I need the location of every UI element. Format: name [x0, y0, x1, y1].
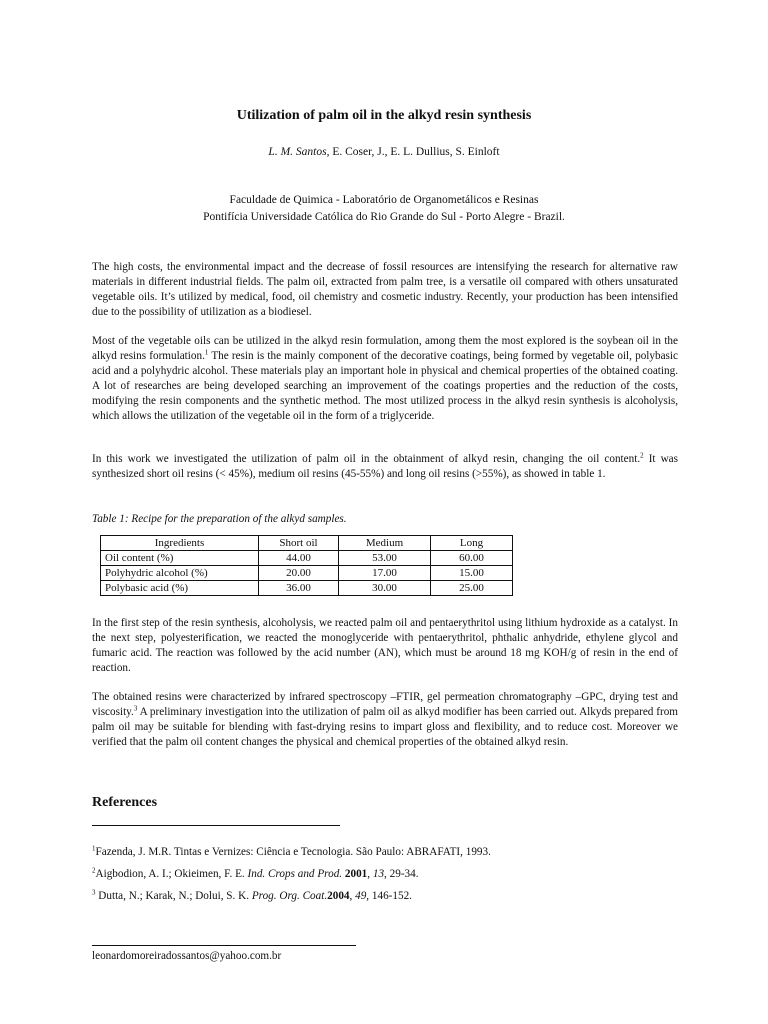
- paragraph-2-part-a: Most of the vegetable oils can be utilized in the alkyd resin formulation, among them the most explored is the soybean oil in the alkyd resins formulation.: [92, 335, 678, 362]
- table-cell: 15.00: [431, 566, 513, 581]
- reference-2: [92, 867, 419, 882]
- table-cell: Polyhydric alcohol (%): [101, 566, 259, 581]
- table-header: Medium: [339, 536, 431, 551]
- reference-number: 3: [92, 888, 96, 897]
- reference-journal: Ind. Crops and Prod.: [247, 868, 343, 880]
- paragraph-3: [92, 452, 678, 482]
- paragraph-5-part-b: A preliminary investigation into the utilization of palm oil as alkyd modifier has been carried out. Alkyds prepared from palm oil may be suitable for blending with fast-drying resins to impart gloss and flexibility, and to reduce cost. Moreover we verified that the palm oil content changes the physical and chemical properties of the obtained alkyd resin.: [92, 706, 678, 748]
- table-cell: 17.00: [339, 566, 431, 581]
- citation-1: 1: [204, 348, 209, 357]
- table-cell: Oil content (%): [101, 551, 259, 566]
- paragraph-2: [92, 334, 678, 424]
- references-heading: References: [92, 795, 158, 810]
- affiliation: [0, 192, 768, 226]
- table-cell: 36.00: [259, 581, 339, 596]
- reference-separator: ,: [349, 890, 356, 902]
- table-row: [101, 551, 513, 566]
- reference-text: Fazenda, J. M.R. Tintas e Vernizes: Ciência e Tecnologia. São Paulo: ABRAFATI, 1993.: [95, 846, 491, 858]
- reference-year: 2001: [342, 868, 368, 880]
- reference-number: 2: [92, 866, 96, 875]
- table-cell: 60.00: [431, 551, 513, 566]
- table-cell: Polybasic acid (%): [101, 581, 259, 596]
- reference-3: [92, 889, 412, 904]
- table-header: Short oil: [259, 536, 339, 551]
- citation-3: 3: [133, 704, 138, 713]
- table-row: [101, 581, 513, 596]
- citation-2: 2: [640, 451, 644, 460]
- first-author: L. M. Santos: [268, 146, 327, 158]
- reference-volume: 49: [355, 890, 367, 902]
- reference-authors: Aigbodion, A. I.; Okieimen, F. E.: [95, 868, 248, 880]
- reference-journal: Prog. Org. Coat.: [251, 890, 328, 902]
- paragraph-5: [92, 690, 678, 750]
- paragraph-3-part-b: It was synthesized short oil resins (< 45%), medium oil resins (45-55%) and long oil resins (>55%), as showed in table 1.: [92, 453, 679, 480]
- footnote-rule: [92, 945, 356, 946]
- reference-pages: , 146-152.: [366, 890, 412, 902]
- table-header: Ingredients: [101, 536, 259, 551]
- coauthors: , E. Coser, J., E. L. Dullius, S. Einloft: [326, 146, 500, 158]
- reference-number: 1: [92, 844, 96, 853]
- affiliation-line-1: Faculdade de Quimica - Laboratório de Organometálicos e Resinas: [229, 194, 539, 206]
- paragraph-5-part-a: The obtained resins were characterized by infrared spectroscopy –FTIR, gel permeation chromatography –GPC, drying test and viscosity.: [92, 691, 678, 718]
- reference-separator: ,: [367, 868, 373, 880]
- reference-authors: Dutta, N.; Karak, N.; Dolui, S. K.: [95, 890, 252, 902]
- contact-email[interactable]: leonardomoreiradossantos@yahoo.com.br: [92, 950, 282, 962]
- reference-pages: , 29-34.: [384, 868, 419, 880]
- references-rule: [92, 825, 340, 826]
- recipe-table: [100, 535, 513, 596]
- paragraph-1: The high costs, the environmental impact and the decrease of fossil resources are intensifying the research for alternative raw materials in different industrial fields. The palm oil, extracted from palm tree, is a versatile oil compared with others unsaturated vegetable oils. It’s utilized by medical, food, oil chemistry and cosmetic industry. Recently, your production has been intensified due to the possibility of utilization as a biodiesel.: [92, 261, 678, 318]
- table-header: Long: [431, 536, 513, 551]
- table-caption: Table 1: Recipe for the preparation of the alkyd samples.: [92, 513, 347, 525]
- table-cell: 20.00: [259, 566, 339, 581]
- table-cell: 25.00: [431, 581, 513, 596]
- table-cell: 44.00: [259, 551, 339, 566]
- paragraph-3-part-a: In this work we investigated the utilization of palm oil in the obtainment of alkyd resin, changing the oil content.: [92, 453, 641, 465]
- table-cell: 30.00: [339, 581, 431, 596]
- table-row: [101, 566, 513, 581]
- reference-1: [92, 845, 491, 860]
- author-list: [0, 146, 768, 158]
- paper-title: Utilization of palm oil in the alkyd resin synthesis: [236, 108, 532, 123]
- table-header-row: [101, 536, 513, 551]
- reference-volume: 13: [372, 868, 385, 880]
- paragraph-4: In the first step of the resin synthesis, alcoholysis, we reacted palm oil and pentaerythritol using lithium hydroxide as a catalyst. In the next step, polyesterification, we reacted the monoglyceride with pentaerythritol, phthalic anhydride, ethylene glycol and fumaric acid. The reaction was followed by the acid number (AN), which must be around 18 mg KOH/g of resin in the end of reaction.: [92, 617, 678, 674]
- table-cell: 53.00: [339, 551, 431, 566]
- reference-year: 2004: [327, 890, 350, 902]
- paragraph-2-part-b: The resin is the mainly component of the decorative coatings, being formed by vegetable oil, polybasic acid and a polyhydric alcohol. These materials play an important hole in physical and chemical properties of the obtained coating. A lot of researches are being developed searching an improvement of the coatings properties and the reduction of the costs, modifying the resin components and the synthetic method. The most utilized process in the alkyd resin synthesis is alcoholysis, which allows the utilization of the vegetable oil in the form of a triglyceride.: [92, 350, 678, 422]
- affiliation-line-2: Pontifícia Universidade Católica do Rio Grande do Sul - Porto Alegre - Brazil.: [203, 211, 565, 223]
